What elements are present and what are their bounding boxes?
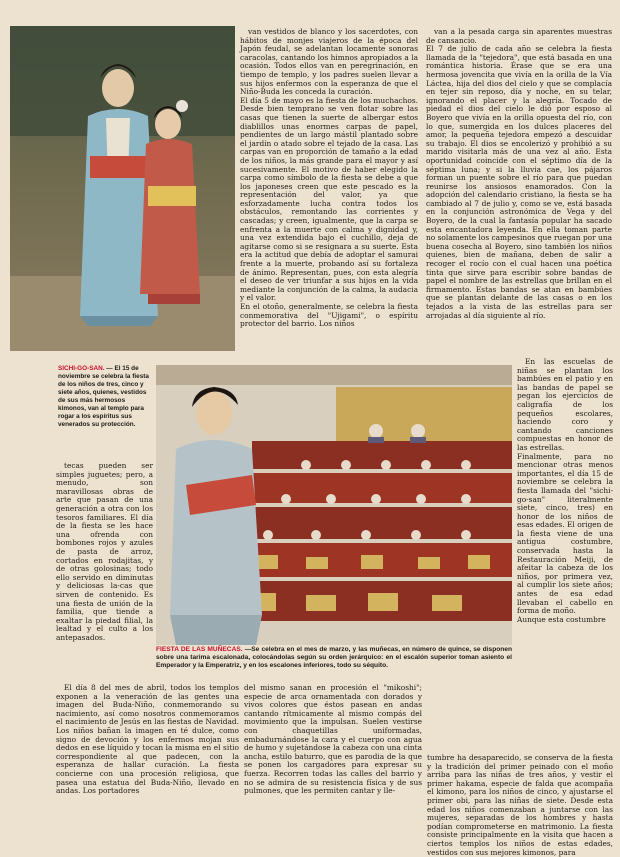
article-text: En las escuelas de niñas se plantan los bambúes en el patio y en las bandas de papel se pegan los ejercicios de caligrafía de los pequeños escolares, haciendo coro y cantando canciones compuestas en honor de las estrellas. Finalmente, para no mencionar otras menos importantes, el día 15 de noviembre se celebra la fiesta llamada del "sichi-go-san" literalmente siete, cinco, tres) en honor de los niños de esas edades. El origen de la fiesta viene de una antigua costumbre, conservada hasta la Restauración Meiji, de afeitar la cabeza de los niños, por primera vez, al cumplir los siete años; antes de esa edad llevaban el cabello en forma de moño. Aunque esta costumbre: [517, 357, 613, 624]
caption-text: — El 15 de noviembre se celebra la fiesta de los niños de tres, cinco y siete años, quienes, vestidos de sus más hermosos kimonos, van al templo para rogar a los espíritus sus venerados su protección.: [58, 365, 149, 428]
article-text: tecas pueden ser simples juguetes; pero, a menudo, son maravillosas obras de arte que pasan de una generación a otra con los tesoros familiares. El día de la fiesta se les hace una ofrenda con bombones rojos y azules de pasta de arroz, cortados en rodajitas, y de otras golosinas; todo ello servido en diminutas y deliciosas la-cas que sirven de contenido. Es una fiesta de unión de la familia, que tiende a exaltar la piedad filial, la lealtad y el culto a los antepasados.: [56, 461, 153, 642]
article-text: del mismo sanan en procesión el "mikoshi"; especie de arca ornamentada con dorados y vivos colores que éstos pasean en andas cantando rítmicamente al mismo compás del movimiento que la impulsan. Suelen vestirse con chaquetillas uniformadas, embadurnándose la cara y el cuerpo con agua de humo y sujetándose la cabeza con una cinta ancha, estilo baturro, que es parodia de la que se ponen los cargadores para expresar su fuerza. Recorren todas las calles del barrio y no se admira de su resistencia física y de sus pulmones, que les permiten cantar y lle-: [244, 683, 422, 796]
article-column-bottom-right: [427, 753, 613, 857]
article-column-mid-right: [517, 358, 613, 750]
caption-text: —Se celebra en el mes de marzo, y las muñecas, en número de quince, se disponen sobre una tarima escalonada, colocándolas según su orden jerárquico: en el escalón superior toman asiento el Emperador y la Emperatriz, y en los escalones inferiores, todo su séquito.: [156, 646, 512, 670]
article-column-top-right: [426, 28, 612, 354]
article-column-bottom-middle: [244, 684, 422, 818]
article-text: tumbre ha desaparecido, se conserva de la fiesta y la tradición del primer peinado con el moño arriba para las niñas de tres años, y vestir el primer hakama, especie de falda que acompaña el kimono, para los niños de cinco, y ajustarse el primer obi, para las niñas de siete. Desde esta edad los niños comenzaban a juntarse con las mujeres, separadas de los hombres y hasta podían comprometerse en matrimonio. La fiesta consiste principalmente en la visita que hacen a ciertos templos los niños de estas edades, vestidos con sus mejores kimonos, para: [427, 753, 613, 857]
photo-hina-dolls-display: [156, 365, 512, 645]
article-text: van a la pesada carga sin aparentes muestras de cansancio. El 7 de julio de cada año se celebra la fiesta llamada de la "tejedora", que está basada en una romántica historia. Érase que se era una hermosa jovencita que vivía en la orilla de la Vía Láctea, hija del dios del cielo y que se complacía en tejer sin reposo, día y noche, en su telar, ignorando el placer y la alegría. Tocado de piedad el dios del cielo le dió por esposo al Boyero que vivía en la orilla opuesta del río, con lo que, sumergida en los dulces placeres del amor, la pequeña tejedora empezó a descuidar su trabajo. El dios se encolerizó y prohibió a su marido visitarla más de una vez al año. Esta oportunidad coincide con el séptimo día de la séptima luna; y si la lluvia cae, los pájaros forman un puente sobre el río para que puedan reunirse los ansiosos enamorados. Con la adopción del calendario cristiano, la fiesta se ha cambiado al 7 de julio y, como se ve, está basada en la conjunción astronómica de Vega y del Boyero, de la cual la fantasía popular ha sacado esta encantadora leyenda. En ella toman parte no solamente los campesinos que ruegan por una buena cosecha al Boyero, sino también los niños quienes, bien de mañana, deben de salir a recoger el rocío con el cual hacen una poética tinta que sirve para escribir sobre bandas de papel el nombre de las estrellas que brillan en el firmamento. Estas bandas se atan en bambúes que se plantan delante de las casas o en los tejados a la vista de las estrellas para ser arrojadas al día siguiente al río.: [426, 27, 612, 320]
article-text: van vestidos de blanco y los sacerdotes, con hábitos de monjes viajeros de la época del Japón feudal, se adelantan locamente sonoras caracolas, cantando los himnos apropiados a la ocasión. Todos ellos van en peregrinación, en tiempo de templo, y los padres suelen llevar a sus hijos enfermos con la esperanza de que el Niño-Buda les conceda la curación. El día 5 de mayo es la fiesta de los muchachos. Desde bien temprano se ven flotar sobre las casas que tienen la suerte de albergar estos diablillos unas enormes carpas de papel, pendientes de un largo mástil plantado sobre el jardín o atado sobre el tejado de la casa. Las carpas van en proporción de tamaño a la edad de los niños, la más grande para el mayor y así sucesivamente. El motivo de haber elegido la carpa como símbolo de la fiesta se debe a que los japoneses creen que este pescado es la representación del valor, ya que esforzadamente lucha contra todos los obstáculos, remontando las corrientes y cascadas; y creen, igualmente, que la carpa se enfrenta a la muerte con calma y dignidad y, una vez extendida bajo el cuchillo, deja de agitarse como si se resignara a su suerte. Esta era la actitud que debía de adoptar el samurai frente a la muerte, probando así su fortaleza de ánimo. Representan, pues, con esta alegría el deseo de ver triunfar a sus hijos en la vida mediante la conjunción de la calma, la audacia y el valor. En el otoño, generalmente, se celebra la fiesta conmemorativa del "Ujigami", o espíritu protector del barrio. Los niños: [240, 27, 418, 329]
photo-mother-and-daughter: [10, 26, 235, 351]
article-column-top-middle: [240, 28, 418, 358]
article-column-left: [56, 462, 153, 684]
caption-sichi-go-san: [58, 365, 153, 453]
article-text: El día 8 del mes de abril, todos los templos exponen a la veneración de las gentes una imagen del Buda-Niño, conmemorando su nacimiento, así como nosotros conmemoramos el nacimiento de Jesús en las fiestas de Navidad. Los niños bañan la imagen en té dulce, como signo de devoción y los enfermos mojan sus dedos en ese líquido y tocan la misma en el sitio correspondiente al que padecen, con la esperanza de hallar curación. La fiesta concierne con una procesión religiosa, que pasea una estatua del Buda-Niño, llevado en andas. Los portadores: [56, 683, 239, 796]
caption-heading: SICHI-GO-SAN.: [58, 365, 105, 372]
caption-fiesta-munecas: [156, 646, 512, 682]
article-column-bottom-left: [56, 684, 239, 818]
caption-heading: FIESTA DE LAS MUÑECAS.: [156, 646, 243, 653]
